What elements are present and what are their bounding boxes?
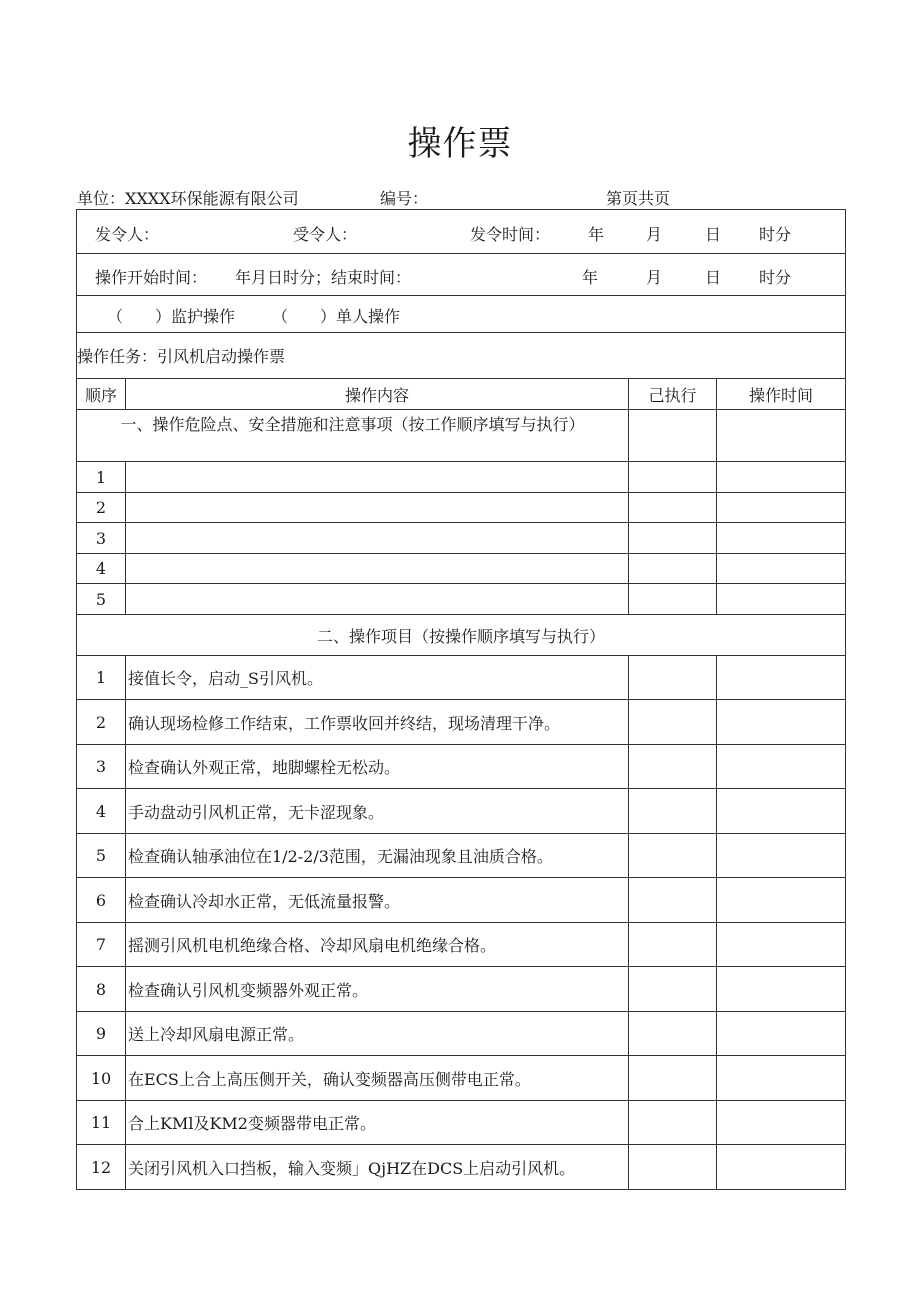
time-cell[interactable] — [717, 584, 846, 615]
start-time-label: 操作开始时间： — [95, 268, 208, 287]
time-cell[interactable] — [717, 462, 846, 493]
time-cell[interactable] — [717, 554, 846, 584]
section2-title-row — [77, 615, 846, 656]
executed-cell[interactable] — [629, 462, 717, 493]
time-cell[interactable] — [717, 745, 846, 789]
order-day: 日 — [705, 225, 722, 244]
table-row — [77, 1012, 846, 1056]
table-row — [77, 584, 846, 615]
table-row — [77, 523, 846, 554]
time-cell[interactable] — [717, 656, 846, 700]
row-seq: 1 — [77, 462, 126, 493]
supervised-mode-checkbox[interactable]: （ ）监护操作 — [107, 307, 236, 326]
row-content — [126, 584, 629, 615]
row-content: 摇测引风机电机绝缘合格、冷却风扇电机绝缘合格。 — [126, 923, 629, 967]
row-content: 检查确认轴承油位在1/2-2/3范围，无漏油现象且油质合格。 — [126, 834, 629, 878]
executed-cell[interactable] — [629, 834, 717, 878]
executed-cell[interactable] — [629, 410, 717, 462]
row-content: 送上冷却风扇电源正常。 — [126, 1012, 629, 1056]
executed-cell[interactable] — [629, 584, 717, 615]
task-row — [77, 333, 846, 379]
col-executed-header: 己执行 — [629, 379, 717, 410]
table-row — [77, 656, 846, 700]
operation-time-row — [77, 254, 846, 296]
table-row — [77, 1056, 846, 1101]
row-content — [126, 493, 629, 523]
row-seq: 12 — [77, 1145, 126, 1190]
time-cell[interactable] — [717, 1101, 846, 1145]
row-seq: 8 — [77, 967, 126, 1012]
row-content — [126, 523, 629, 554]
executed-cell[interactable] — [629, 700, 717, 745]
time-cell[interactable] — [717, 878, 846, 923]
order-time-label: 发令时间： — [470, 225, 551, 244]
row-content — [126, 462, 629, 493]
mode-row — [77, 296, 846, 333]
time-cell[interactable] — [717, 834, 846, 878]
row-seq: 5 — [77, 834, 126, 878]
single-mode-checkbox[interactable]: （ ）单人操作 — [272, 307, 401, 326]
executed-cell[interactable] — [629, 1012, 717, 1056]
col-content-header: 操作内容 — [126, 379, 629, 410]
row-content — [126, 554, 629, 584]
time-cell[interactable] — [717, 1145, 846, 1190]
row-content: 检查确认外观正常，地脚螺栓无松动。 — [126, 745, 629, 789]
table-row — [77, 789, 846, 834]
table-row — [77, 834, 846, 878]
row-seq: 4 — [77, 789, 126, 834]
time-cell[interactable] — [717, 923, 846, 967]
row-content: 检查确认引风机变频器外观正常。 — [126, 967, 629, 1012]
time-cell[interactable] — [717, 493, 846, 523]
row-content: 在ECS上合上高压侧开关，确认变频器高压侧带电正常。 — [126, 1056, 629, 1101]
op-month: 月 — [646, 268, 663, 287]
section1-title-row — [77, 410, 846, 462]
order-hour-minute: 时分 — [759, 225, 792, 244]
row-content: 合上KMl及KM2变频器带电正常。 — [126, 1101, 629, 1145]
time-cell[interactable] — [717, 967, 846, 1012]
op-hour-minute: 时分 — [759, 268, 792, 287]
table-row — [77, 493, 846, 523]
document-title: 操作票 — [407, 124, 513, 164]
row-seq: 3 — [77, 745, 126, 789]
time-cell[interactable] — [717, 700, 846, 745]
row-content: 手动盘动引风机正常，无卡涩现象。 — [126, 789, 629, 834]
table-row — [77, 1101, 846, 1145]
executed-cell[interactable] — [629, 1056, 717, 1101]
time-cell[interactable] — [717, 410, 846, 462]
col-seq-header: 顺序 — [77, 379, 126, 410]
executed-cell[interactable] — [629, 554, 717, 584]
executed-cell[interactable] — [629, 1145, 717, 1190]
table-row — [77, 745, 846, 789]
unit-label: 单位：XXXX环保能源有限公司 — [77, 189, 299, 208]
row-seq: 3 — [77, 523, 126, 554]
row-content: 确认现场检修工作结束，工作票收回并终结，现场清理干净。 — [126, 700, 629, 745]
task-label: 操作任务：引风机启动操作票 — [77, 333, 846, 379]
order-year: 年 — [588, 225, 605, 244]
row-seq: 6 — [77, 878, 126, 923]
time-cell[interactable] — [717, 1012, 846, 1056]
executed-cell[interactable] — [629, 745, 717, 789]
page-label: 第页共页 — [606, 189, 671, 208]
row-seq: 7 — [77, 923, 126, 967]
order-month: 月 — [646, 225, 663, 244]
table-row — [77, 462, 846, 493]
time-cell[interactable] — [717, 789, 846, 834]
executed-cell[interactable] — [629, 523, 717, 554]
section1-rows — [77, 462, 846, 615]
executed-cell[interactable] — [629, 878, 717, 923]
executed-cell[interactable] — [629, 789, 717, 834]
executed-cell[interactable] — [629, 923, 717, 967]
row-seq: 10 — [77, 1056, 126, 1101]
row-seq: 2 — [77, 493, 126, 523]
row-seq: 1 — [77, 656, 126, 700]
table-row — [77, 967, 846, 1012]
issuer-label: 发令人： — [95, 225, 160, 244]
executed-cell[interactable] — [629, 967, 717, 1012]
col-time-header: 操作时间 — [717, 379, 846, 410]
section1-title: 一、操作危险点、安全措施和注意事项（按工作顺序填写与执行） — [77, 410, 629, 462]
row-content: 检查确认冷却水正常，无低流量报警。 — [126, 878, 629, 923]
column-header-row — [77, 379, 846, 410]
row-seq: 11 — [77, 1101, 126, 1145]
table-row — [77, 554, 846, 584]
time-cell[interactable] — [717, 523, 846, 554]
order-row — [77, 210, 846, 254]
table-row — [77, 700, 846, 745]
op-day: 日 — [705, 268, 722, 287]
number-label: 编号： — [380, 189, 429, 208]
executed-cell[interactable] — [629, 656, 717, 700]
op-year: 年 — [582, 268, 599, 287]
row-seq: 9 — [77, 1012, 126, 1056]
operation-ticket-table — [76, 209, 846, 1190]
row-content: 接值长令，启动_S引风机。 — [126, 656, 629, 700]
receiver-label: 受令人： — [293, 225, 358, 244]
section2-title: 二、操作项目（按操作顺序填写与执行） — [77, 615, 846, 656]
executed-cell[interactable] — [629, 493, 717, 523]
start-end-time-label: 年月日时分；结束时间： — [235, 268, 412, 287]
time-cell[interactable] — [717, 1056, 846, 1101]
row-content: 关闭引风机入口挡板，输入变频」QjHZ在DCS上启动引风机。 — [126, 1145, 629, 1190]
row-seq: 5 — [77, 584, 126, 615]
table-row — [77, 878, 846, 923]
table-row — [77, 1145, 846, 1190]
row-seq: 2 — [77, 700, 126, 745]
executed-cell[interactable] — [629, 1101, 717, 1145]
section2-rows — [77, 656, 846, 1190]
row-seq: 4 — [77, 554, 126, 584]
table-row — [77, 923, 846, 967]
